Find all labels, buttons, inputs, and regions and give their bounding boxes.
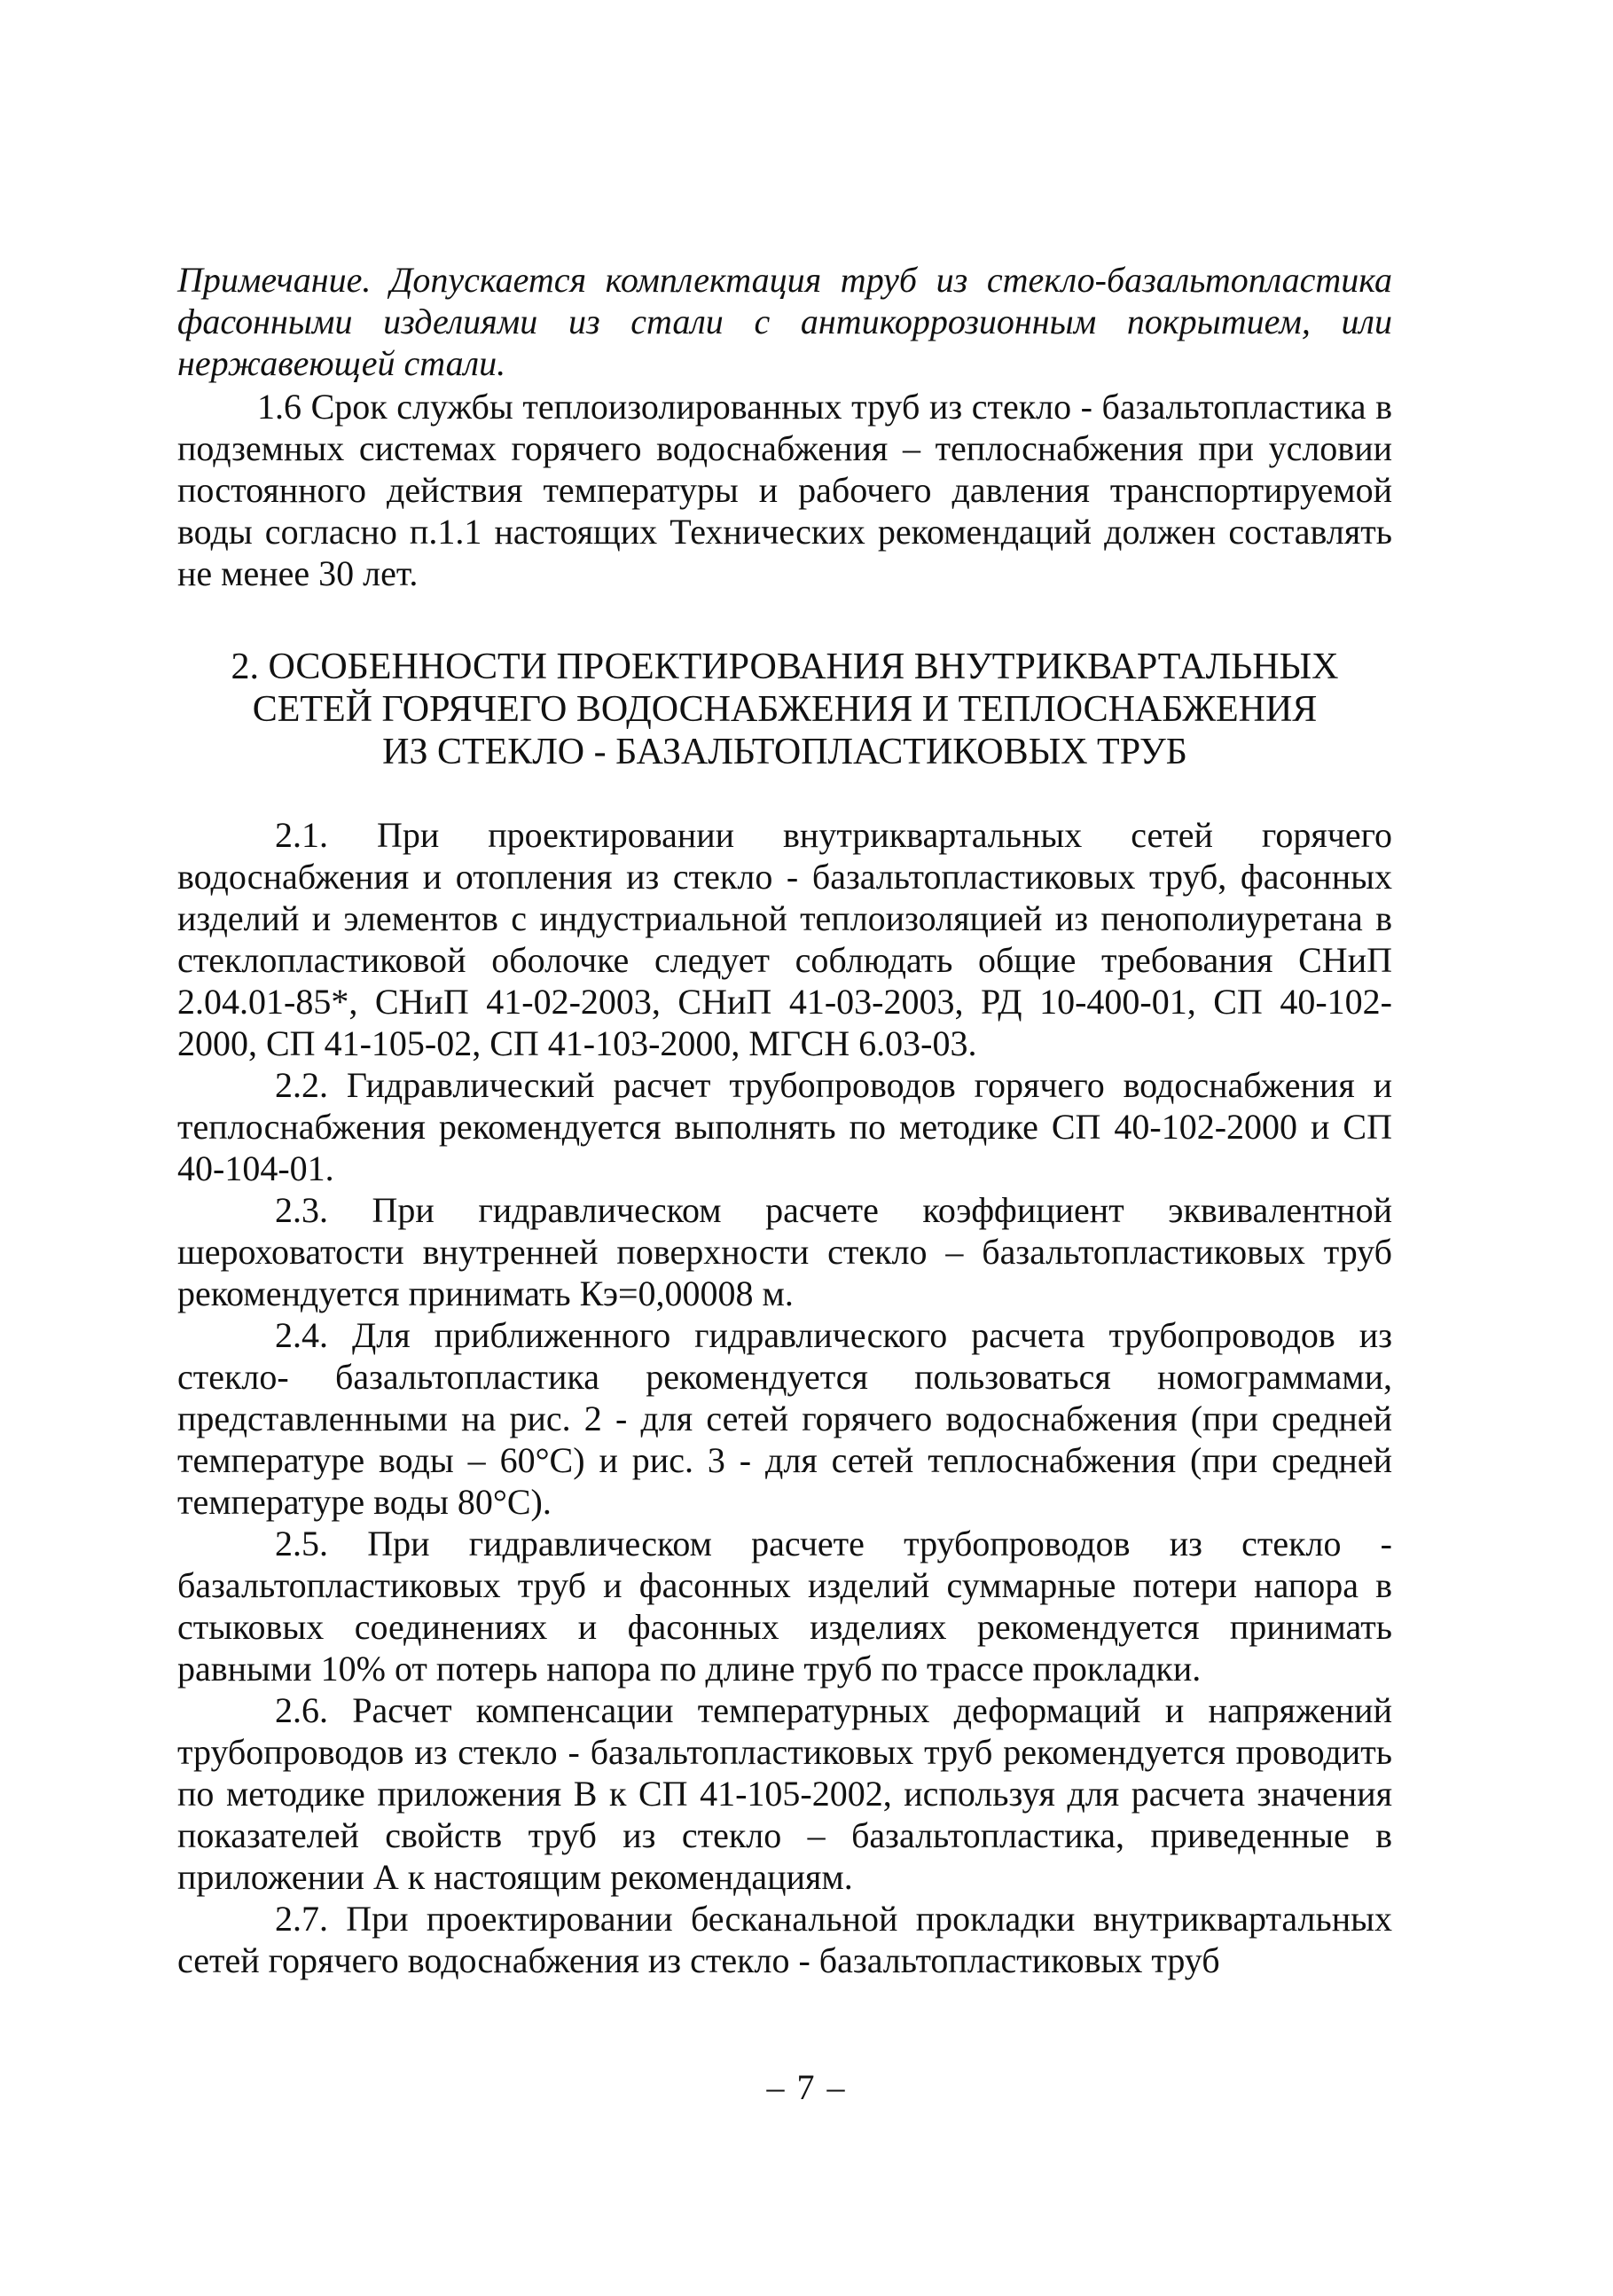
- paragraph-2-1: 2.1. При проектировании внутриквартальных сетей горячего водоснабжения и отопления из стекло - базальтопластиковых труб, фасонных изделий и элементов с индустриальной теплоизоляцией из пенополиуретана в стеклопластиковой оболочке следует соблюдать общие требования СНиП 2.04.01-85*, СНиП 41-02-2003, СНиП 41-03-2003, РД 10-400-01, СП 40-102-2000, СП 41-105-02, СП 41-103-2000, МГСН 6.03-03.: [177, 815, 1392, 1063]
- heading-line-2: СЕТЕЙ ГОРЯЧЕГО ВОДОСНАБЖЕНИЯ И ТЕПЛОСНАБЖЕНИЯ: [252, 689, 1318, 730]
- paragraph-2-6: 2.6. Расчет компенсации температурных деформаций и напряжений трубопроводов из стекло - базальтопластиковых труб рекомендуется проводить по методике приложения В к СП 41-105-2002, используя для расчета значения показателей свойств труб из стекло – базальтопластика, приведенные в приложении А к настоящим рекомендациям.: [177, 1690, 1392, 1897]
- note-paragraph: [177, 259, 1392, 384]
- page-number: – 7 –: [766, 2067, 847, 2107]
- section-body: [177, 814, 1392, 1981]
- paragraph-2-5: 2.5. При гидравлическом расчете трубопроводов из стекло - базальтопластиковых труб и фасонных изделий суммарные потери напора в стыковых соединениях и фасонных изделиях рекомендуется принимать равными 10% от потерь напора по длине труб по трассе прокладки.: [177, 1524, 1392, 1689]
- note-text: Допускается комплектация труб из стекло-базальтопластика фасонными изделиями из стали с антикоррозионным покрытием, или нержавеющей стали.: [177, 260, 1393, 383]
- paragraph-2-7: 2.7. При проектировании бесканальной прокладки внутриквартальных сетей горячего водоснабжения из стекло - базальтопластиковых труб: [177, 1899, 1392, 1980]
- paragraph-1-6-wrapper: [177, 386, 1392, 594]
- note-label: Примечание.: [177, 260, 372, 300]
- heading-line-1: 2. ОСОБЕННОСТИ ПРОЕКТИРОВАНИЯ ВНУТРИКВАРТАЛЬНЫХ: [231, 646, 1339, 687]
- section-heading: [177, 646, 1392, 773]
- paragraph-2-2: 2.2. Гидравлический расчет трубопроводов горячего водоснабжения и теплоснабжения рекомендуется выполнять по методике СП 40-102-2000 и СП 40-104-01.: [177, 1065, 1392, 1188]
- paragraph-2-3: 2.3. При гидравлическом расчете коэффициент эквивалентной шероховатости внутренней поверхности стекло – базальтопластиковых труб рекомендуется принимать Кэ=0,00008 м.: [177, 1190, 1392, 1313]
- heading-line-3: ИЗ СТЕКЛО - БАЗАЛЬТОПЛАСТИКОВЫХ ТРУБ: [382, 732, 1187, 772]
- paragraph-1-6: 1.6 Срок службы теплоизолированных труб из стекло - базальтопластика в подземных системах горячего водоснабжения – теплоснабжения при условии постоянного действия температуры и рабочего давления транспортируемой воды согласно п.1.1 настоящих Технических рекомендаций должен составлять не менее 30 лет.: [177, 387, 1392, 593]
- paragraph-2-4: 2.4. Для приближенного гидравлического расчета трубопроводов из стекло- базальтопластика рекомендуется пользоваться номограммами, представленными на рис. 2 - для сетей горячего водоснабжения (при средней температуре воды – 60°С) и рис. 3 - для сетей теплоснабжения (при средней температуре воды 80°С).: [177, 1315, 1392, 1522]
